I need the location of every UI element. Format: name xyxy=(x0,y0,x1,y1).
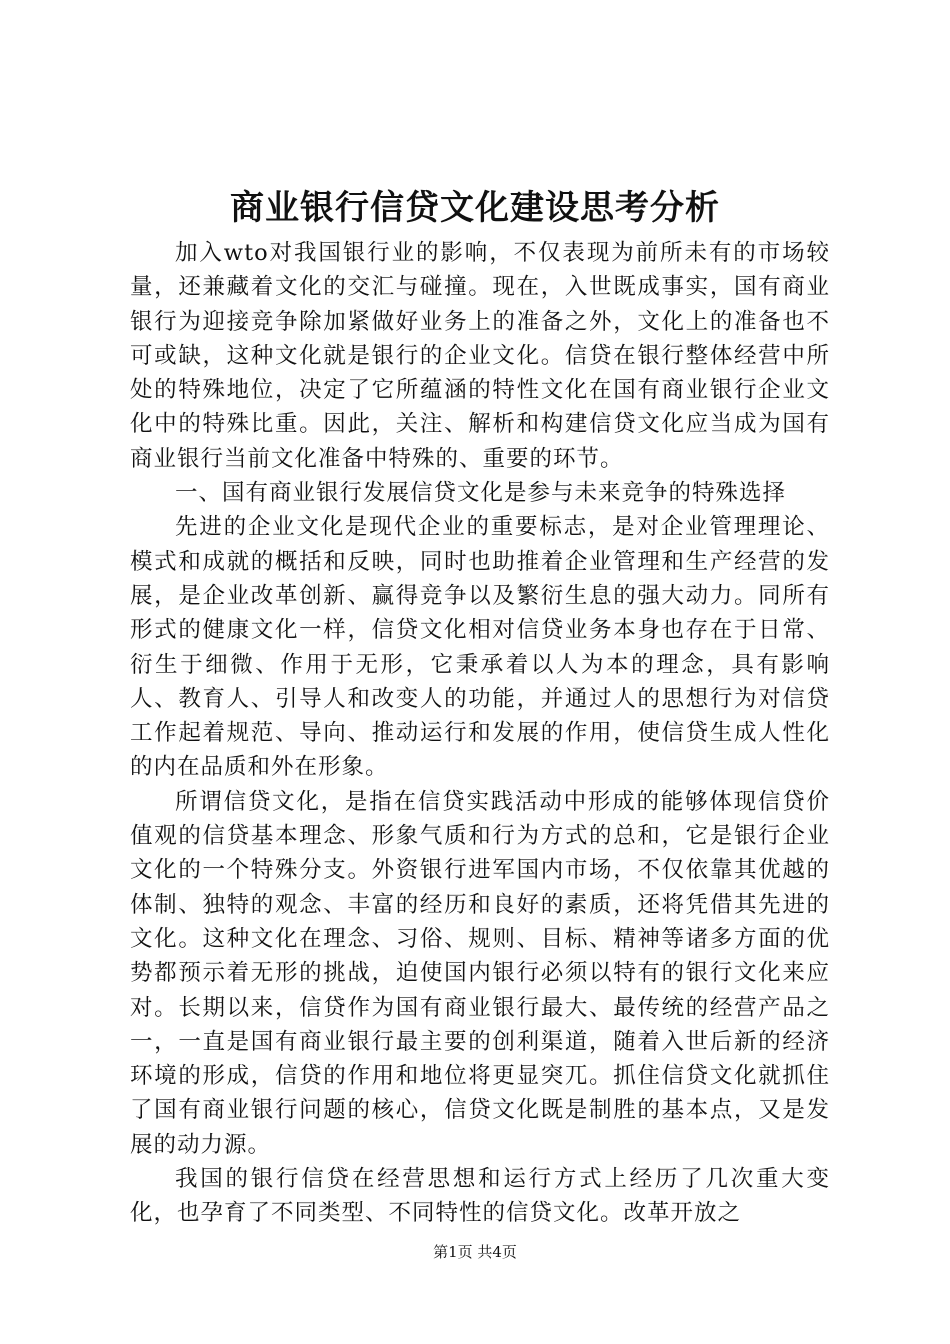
paragraph-history: 我国的银行信贷在经营思想和运行方式上经历了几次重大变化，也孕育了不同类型、不同特性的信贷文化。改革开放之 xyxy=(130,1166,830,1227)
section-heading-1: 一、国有商业银行发展信贷文化是参与未来竞争的特殊选择 xyxy=(175,480,787,507)
paragraph-advanced-culture: 先进的企业文化是现代企业的重要标志，是对企业管理理论、模式和成就的概括和反映，同时也助推着企业管理和生产经营的发展，是企业改革创新、赢得竞争以及繁衍生息的强大动力。同所有形式的健康文化一样，信贷文化相对信贷业务本身也存在于日常、衍生于细微、作用于无形，它秉承着以人为本的理念，具有影响人、教育人、引导人和改变人的功能，并通过人的思想行为对信贷工作起着规范、导向、推动运行和发展的作用，使信贷生成人性化的内在品质和外在形象。 xyxy=(130,514,830,781)
paragraph-intro: 加入wto对我国银行业的影响，不仅表现为前所未有的市场较量，还兼藏着文化的交汇与碰撞。现在，入世既成事实，国有商业银行为迎接竞争除加紧做好业务上的准备之外，文化上的准备也不可或缺，这种文化就是银行的企业文化。信贷在银行整体经营中所处的特殊地位，决定了它所蕴涵的特性文化在国有商业银行企业文化中的特殊比重。因此，关注、解析和构建信贷文化应当成为国有商业银行当前文化准备中特殊的、重要的环节。 xyxy=(130,240,830,472)
document-body xyxy=(130,236,830,1231)
paragraph-credit-culture-definition: 所谓信贷文化，是指在信贷实践活动中形成的能够体现信贷价值观的信贷基本理念、形象气质和行为方式的总和，它是银行企业文化的一个特殊分支。外资银行进军国内市场，不仅依靠其优越的体制、独特的观念、丰富的经历和良好的素质，还将凭借其先进的文化。这种文化在理念、习俗、规则、目标、精神等诸多方面的优势都预示着无形的挑战，迫使国内银行必须以特有的银行文化来应对。长期以来，信贷作为国有商业银行最大、最传统的经营产品之一，一直是国有商业银行最主要的创利渠道，随着入世后新的经济环境的形成，信贷的作用和地位将更显突兀。抓住信贷文化就抓住了国有商业银行问题的核心，信贷文化既是制胜的基本点，又是发展的动力源。 xyxy=(130,788,830,1158)
page-footer: 第1页 共4页 xyxy=(433,1243,517,1261)
document-title: 商业银行信贷文化建设思考分析 xyxy=(230,188,720,228)
